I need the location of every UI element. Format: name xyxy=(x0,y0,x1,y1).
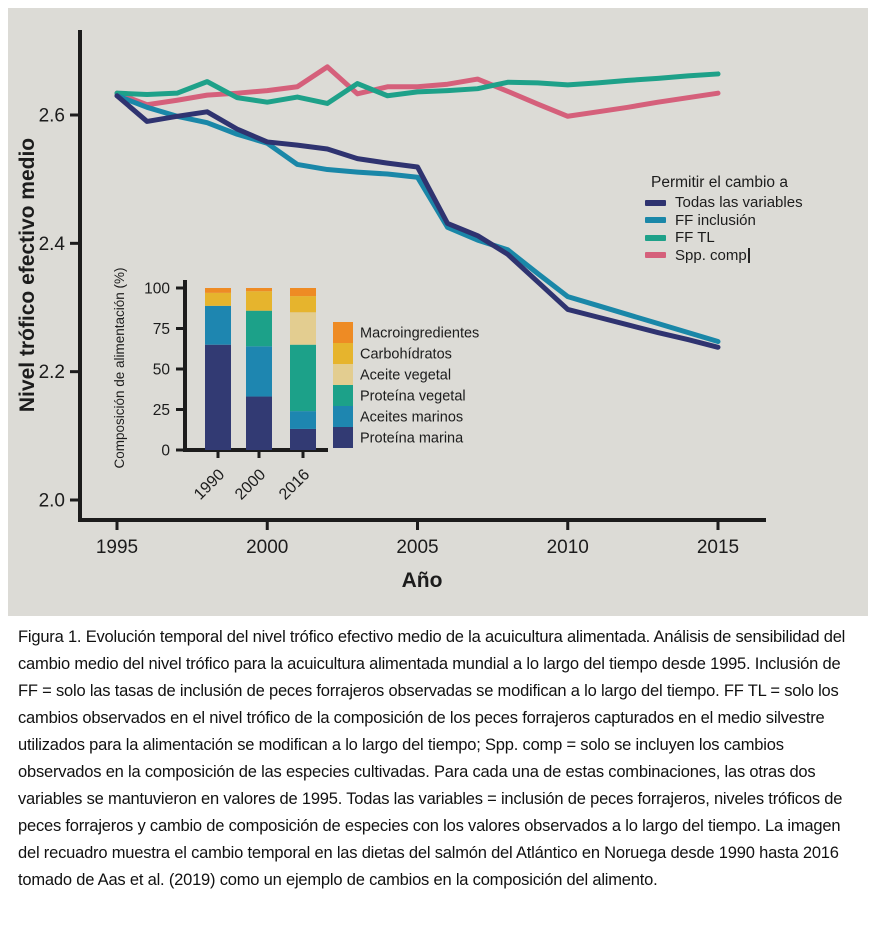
bar-segment-prote-na-marina-2000 xyxy=(246,397,272,450)
inset-legend-chip-macroingredientes xyxy=(333,322,353,343)
legend-item-spp-comp xyxy=(645,247,803,265)
inset-legend-label-prote-na-vegetal: Proteína vegetal xyxy=(360,388,466,405)
x-axis-title: Año xyxy=(401,569,443,592)
legend-title: Permitir el cambio a xyxy=(651,174,788,191)
legend-color-chip xyxy=(645,217,666,223)
bar-segment-aceites-marinos-2016 xyxy=(290,411,316,429)
inset-y-tick-label: 25 xyxy=(152,402,170,419)
x-tick-label: 2015 xyxy=(696,537,740,558)
legend-color-chip xyxy=(645,200,666,206)
inset-legend-chip-prote-na-marina xyxy=(333,427,353,448)
inset-legend-chip-aceites-marinos xyxy=(333,406,353,427)
legend-label: FF inclusión xyxy=(675,211,756,229)
legend-label: Todas las variables xyxy=(675,194,803,212)
inset-x-category-label: 2000 xyxy=(232,466,270,504)
y-tick-label: 2.6 xyxy=(38,105,65,127)
y-tick-label: 2.0 xyxy=(38,490,65,512)
main-legend xyxy=(645,174,803,264)
bar-segment-prote-na-vegetal-2016 xyxy=(290,345,316,411)
figure-caption: Figura 1. Evolución temporal del nivel trófico efectivo medio de la acuicultura alimentada. Análisis de sensibilidad del cambio medio del nivel trófico para la acuicultura alimentada mundial a lo largo del tiempo desde 1995. Inclusión de FF = solo las tasas de inclusión de peces forrajeros observadas se modifican a lo largo del tiempo. FF TL = solo los cambios observados en el nivel trófico de la composición de los peces forrajeros capturados en el medio silvestre utilizados para la alimentación se modifican a lo largo del tiempo; Spp. comp = solo se incluyen los cambios observados en la composición de las especies cultivadas. Para cada una de estas combinaciones, las otras dos variables se mantuvieron en valores de 1995. Todas las variables = inclusión de peces forrajeros, niveles tróficos de peces forrajeros y cambio de composición de especies con los valores observados a lo largo del tiempo. La imagen del recuadro muestra el cambio temporal en las dietas del salmón del Atlántico en Noruega desde 1990 hasta 2016 tomado de Aas et al. (2019) como un ejemplo de cambios en la composición del alimento. xyxy=(18,628,846,889)
inset-y-tick-label: 75 xyxy=(152,321,170,338)
inset-y-tick-label: 50 xyxy=(152,361,170,379)
text-cursor xyxy=(748,248,750,263)
inset-legend-label-prote-na-marina: Proteína marina xyxy=(360,430,464,447)
bar-segment-aceites-marinos-1990 xyxy=(205,306,231,345)
x-tick-label: 2000 xyxy=(246,537,289,558)
legend-color-chip xyxy=(645,235,666,241)
inset-x-category-label: 1990 xyxy=(191,466,229,504)
chart-panel xyxy=(8,8,868,616)
legend-item-ff-inclusi-n xyxy=(645,212,803,230)
legend-item-todas-las-variables xyxy=(645,194,803,212)
inset-y-axis-title: Composición de alimentación (%) xyxy=(112,267,127,469)
inset-legend-chip-carboh-dratos xyxy=(333,343,353,364)
bar-segment-carboh-dratos-2016 xyxy=(290,296,316,312)
bar-segment-macroingredientes-2016 xyxy=(290,288,316,296)
line-and-inset-chart xyxy=(8,8,868,616)
x-tick-label: 1995 xyxy=(95,537,139,558)
inset-legend-chip-aceite-vegetal xyxy=(333,364,353,385)
bar-segment-aceite-vegetal-2016 xyxy=(290,312,316,344)
legend-item-ff-tl xyxy=(645,229,803,247)
legend-label: Spp. comp xyxy=(675,246,747,264)
bar-segment-prote-na-marina-1990 xyxy=(205,345,231,450)
bar-segment-prote-na-vegetal-2000 xyxy=(246,311,272,347)
bar-segment-macroingredientes-2000 xyxy=(246,288,272,291)
y-tick-label: 2.2 xyxy=(38,362,65,384)
inset-legend-label-carboh-dratos: Carbohídratos xyxy=(360,346,452,363)
bar-segment-carboh-dratos-1990 xyxy=(205,293,231,306)
x-tick-label: 2010 xyxy=(546,537,589,558)
bar-segment-prote-na-marina-2016 xyxy=(290,429,316,450)
inset-y-tick-label: 0 xyxy=(161,442,170,460)
bar-segment-carboh-dratos-2000 xyxy=(246,291,272,310)
bar-segment-macroingredientes-1990 xyxy=(205,288,231,293)
legend-label: FF TL xyxy=(675,229,715,247)
inset-legend-chip-prote-na-vegetal xyxy=(333,385,353,406)
y-axis-title: Nivel trófico efectivo medio xyxy=(16,137,39,413)
bar-segment-aceites-marinos-2000 xyxy=(246,346,272,396)
inset-legend-label-aceite-vegetal: Aceite vegetal xyxy=(360,367,452,384)
inset-legend-label-aceites-marinos: Aceites marinos xyxy=(360,409,464,426)
y-tick-label: 2.4 xyxy=(38,233,65,255)
inset-y-tick-label: 100 xyxy=(144,280,170,298)
x-tick-label: 2005 xyxy=(396,537,439,558)
inset-x-category-label: 2016 xyxy=(276,466,314,504)
legend-color-chip xyxy=(645,252,666,258)
inset-legend-label-macroingredientes: Macroingredientes xyxy=(360,325,480,342)
